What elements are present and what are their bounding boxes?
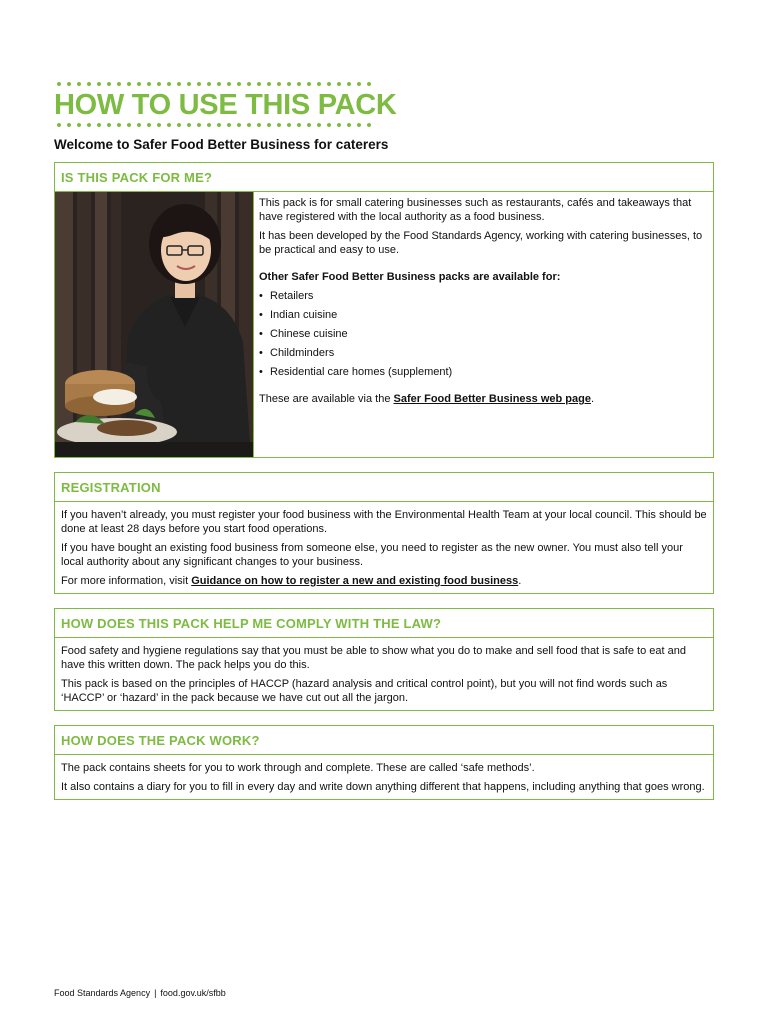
dotted-rule-top (54, 82, 372, 86)
registration-guidance-link[interactable]: Guidance on how to register a new and existing food business (191, 575, 519, 587)
registration-info-prefix: For more information, visit (61, 575, 192, 587)
list-item: • Residential care homes (supplement) (259, 365, 707, 379)
registration-para-2: If you have bought an existing food business from someone else, you need to register as the new owner. You must also tell your local authority about any significant changes to your business. (61, 542, 683, 568)
sfbb-web-page-link[interactable]: Safer Food Better Business web page (393, 393, 591, 405)
page-footer (54, 988, 226, 998)
work-para-1: The pack contains sheets for you to work through and complete. These are called ‘safe methods’. (61, 762, 535, 774)
availability-prefix: These are available via the (259, 393, 394, 405)
section-law-text (55, 638, 713, 710)
section-registration-heading: REGISTRATION (55, 473, 713, 502)
section-pack (54, 162, 714, 458)
registration-para-1: If you haven’t already, you must register your food business with the Environmental Health Team at your local council. This should be done at least 28 days before you start food operations. (61, 509, 707, 535)
list-item: • Indian cuisine (259, 308, 707, 322)
chef-photo (55, 192, 254, 457)
section-registration (54, 472, 714, 594)
law-para-2: This pack is based on the principles of HACCP (hazard analysis and critical control point), but you will not find words such as ‘HACCP’ or ‘hazard’ in the pack because we have cut out all the jargon. (61, 678, 668, 704)
work-para-2: It also contains a diary for you to fill in every day and write down anything different that happens, including anything that goes wrong. (61, 781, 705, 793)
other-packs-list (259, 289, 707, 379)
footer-org: Food Standards Agency (54, 988, 151, 998)
dotted-rule-bottom (54, 123, 372, 127)
footer-separator: | (154, 988, 157, 998)
page-title: HOW TO USE THIS PACK (54, 89, 397, 121)
section-registration-text (55, 502, 713, 593)
list-item: • Retailers (259, 289, 707, 303)
section-law (54, 608, 714, 711)
footer-url[interactable]: food.gov.uk/sfbb (160, 988, 226, 998)
section-pack-content (55, 192, 713, 457)
registration-info-suffix: . (518, 575, 522, 587)
pack-para-1: This pack is for small catering businesses such as restaurants, cafés and takeaways that have registered with the local authority as a food business. (259, 197, 692, 223)
page (54, 82, 714, 814)
section-work-text (55, 755, 713, 799)
list-item: • Childminders (259, 346, 707, 360)
list-item: • Chinese cuisine (259, 327, 707, 341)
law-para-1: Food safety and hygiene regulations say that you must be able to show what you do to make and sell food that is safe to eat and have this written down. The pack helps you do this. (61, 645, 686, 671)
pack-para-2: It has been developed by the Food Standards Agency, working with catering businesses, to be practical and easy to use. (259, 230, 703, 256)
section-pack-text (254, 192, 713, 457)
availability-text (259, 392, 707, 406)
other-packs-heading: Other Safer Food Better Business packs are available for: (259, 271, 561, 283)
section-work (54, 725, 714, 800)
section-work-heading: HOW DOES THE PACK WORK? (55, 726, 713, 755)
section-pack-heading: IS THIS PACK FOR ME? (55, 163, 713, 192)
section-law-heading: HOW DOES THIS PACK HELP ME COMPLY WITH THE LAW? (55, 609, 713, 638)
availability-suffix: . (590, 393, 595, 405)
registration-info (61, 574, 707, 588)
intro-heading: Welcome to Safer Food Better Business for caterers (54, 137, 389, 152)
